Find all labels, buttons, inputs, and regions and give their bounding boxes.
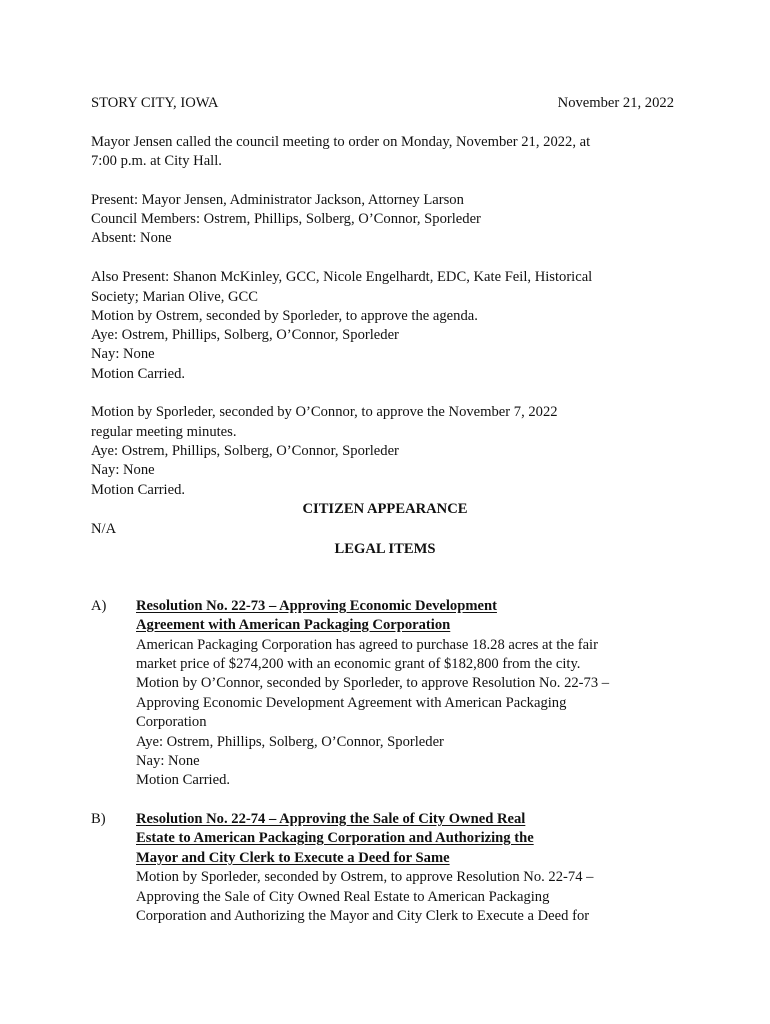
call-to-order-line-2: 7:00 p.m. at City Hall. <box>91 153 222 169</box>
item-a-body-line-1: American Packaging Corporation has agreed to purchase 18.28 acres at the fair <box>136 637 598 653</box>
legal-items-heading: LEGAL ITEMS <box>334 541 436 557</box>
item-a-body-line-3: Motion by O’Connor, seconded by Sporleder, to approve Resolution No. 22-73 – <box>136 675 610 691</box>
minutes-nay: Nay: None <box>91 462 155 478</box>
also-present-line-2: Society; Marian Olive, GCC <box>91 289 258 305</box>
item-b-body-line-1: Motion by Sporleder, seconded by Ostrem, to approve Resolution No. 22-74 – <box>136 869 594 885</box>
header-location: STORY CITY, IOWA <box>91 95 219 111</box>
agenda-motion: Motion by Ostrem, seconded by Sporleder, to approve the agenda. <box>91 308 478 324</box>
item-a-title-line-1: Resolution No. 22-73 – Approving Economic Development <box>136 598 497 614</box>
item-a-aye: Aye: Ostrem, Phillips, Solberg, O’Connor, Sporleder <box>136 734 444 750</box>
item-a-body-line-4: Approving Economic Development Agreement with American Packaging <box>136 695 567 711</box>
call-to-order-line-1: Mayor Jensen called the council meeting to order on Monday, November 21, 2022, at <box>91 134 591 150</box>
minutes-motion-line-1: Motion by Sporleder, seconded by O’Connor, to approve the November 7, 2022 <box>91 404 558 420</box>
item-a-body-line-2: market price of $274,200 with an economic grant of $182,800 from the city. <box>136 656 581 672</box>
agenda-aye: Aye: Ostrem, Phillips, Solberg, O’Connor, Sporleder <box>91 327 399 343</box>
item-b-label: B) <box>91 811 106 827</box>
agenda-result: Motion Carried. <box>91 366 186 382</box>
item-a-title-line-2: Agreement with American Packaging Corporation <box>136 617 451 633</box>
minutes-result: Motion Carried. <box>91 482 186 498</box>
citizen-appearance-heading: CITIZEN APPEARANCE <box>302 501 468 517</box>
attendance-absent: Absent: None <box>91 230 172 246</box>
item-b-title-line-3: Mayor and City Clerk to Execute a Deed for Same <box>136 850 450 866</box>
header-date: November 21, 2022 <box>557 95 674 111</box>
item-a-result: Motion Carried. <box>136 772 231 788</box>
item-b-body-line-2: Approving the Sale of City Owned Real Estate to American Packaging <box>136 889 550 905</box>
item-a-body-line-5: Corporation <box>136 714 207 730</box>
also-present-line-1: Also Present: Shanon McKinley, GCC, Nicole Engelhardt, EDC, Kate Feil, Historical <box>91 269 593 285</box>
item-a-label: A) <box>91 598 107 614</box>
minutes-aye: Aye: Ostrem, Phillips, Solberg, O’Connor, Sporleder <box>91 443 399 459</box>
agenda-nay: Nay: None <box>91 346 155 362</box>
item-a-nay: Nay: None <box>136 753 200 769</box>
attendance-present: Present: Mayor Jensen, Administrator Jackson, Attorney Larson <box>91 192 464 208</box>
item-b-body-line-3: Corporation and Authorizing the Mayor and City Clerk to Execute a Deed for <box>136 908 590 924</box>
item-b-title-line-2: Estate to American Packaging Corporation and Authorizing the <box>136 830 534 846</box>
citizen-appearance-body: N/A <box>91 521 117 537</box>
minutes-motion-line-2: regular meeting minutes. <box>91 424 237 440</box>
item-b-title-line-1: Resolution No. 22-74 – Approving the Sale of City Owned Real <box>136 811 526 827</box>
attendance-council-members: Council Members: Ostrem, Phillips, Solberg, O’Connor, Sporleder <box>91 211 481 227</box>
